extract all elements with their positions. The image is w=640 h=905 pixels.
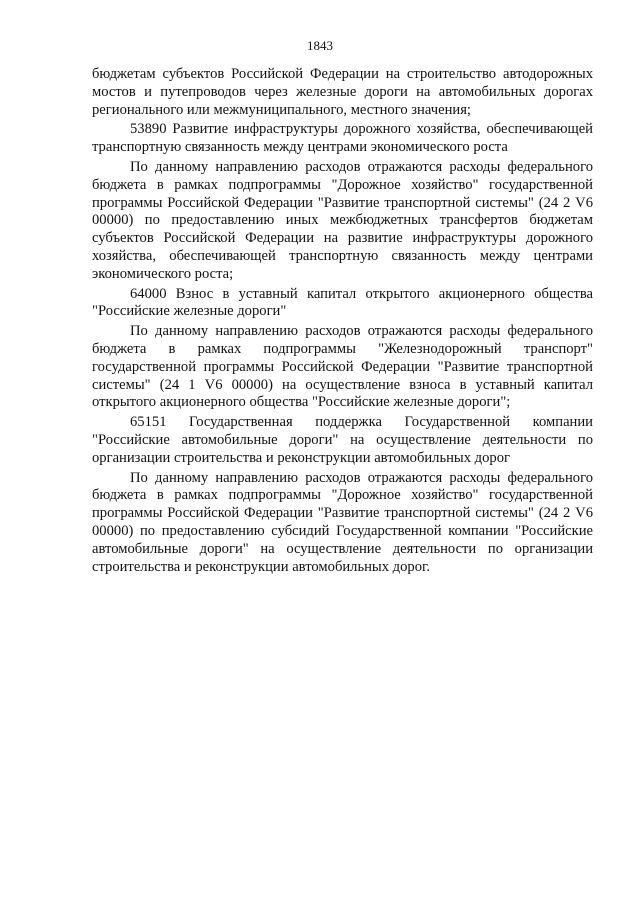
paragraph-code-53890: 53890 Развитие инфраструктуры дорожного хозяйства, обеспечивающей транспортную связанность между центрами экономического роста [92, 121, 593, 156]
paragraph-description-64000: По данному направлению расходов отражаются расходы федерального бюджета в рамках подпрограммы "Железнодорожный транспорт" государственной программы Российской Федерации "Развитие транспортной системы" (24 1 V6 00000) на осуществление взноса в уставный капитал открытого акционерного общества "Российские железные дороги"; [92, 323, 593, 411]
paragraph-continuation: бюджетам субъектов Российской Федерации на строительство автодорожных мостов и путепроводов через железные дороги на автомобильных дорогах регионального или межмуниципального, местного значения; [92, 66, 593, 118]
document-body [92, 66, 593, 578]
paragraph-description-53890: По данному направлению расходов отражаются расходы федерального бюджета в рамках подпрограммы "Дорожное хозяйство" государственной программы Российской Федерации "Развитие транспортной системы" (24 2 V6 00000) по предоставлению иных межбюджетных трансфертов бюджетам субъектов Российской Федерации на развитие инфраструктуры дорожного хозяйства, обеспечивающей транспортную связанность между центрами экономического роста; [92, 158, 593, 282]
paragraph-description-65151: По данному направлению расходов отражаются расходы федерального бюджета в рамках подпрограммы "Дорожное хозяйство" государственной программы Российской Федерации "Развитие транспортной системы" (24 2 V6 00000) по предоставлению субсидий Государственной компании "Российские автомобильные дороги" на осуществление деятельности по организации строительства и реконструкции автомобильных дорог. [92, 469, 593, 575]
page-number: 1843 [307, 38, 333, 53]
paragraph-code-64000: 64000 Взнос в уставный капитал открытого акционерного общества "Российские железные дороги" [92, 285, 593, 320]
paragraph-code-65151: 65151 Государственная поддержка Государственной компании "Российские автомобильные дороги" на осуществление деятельности по организации строительства и реконструкции автомобильных дорог [92, 414, 593, 466]
